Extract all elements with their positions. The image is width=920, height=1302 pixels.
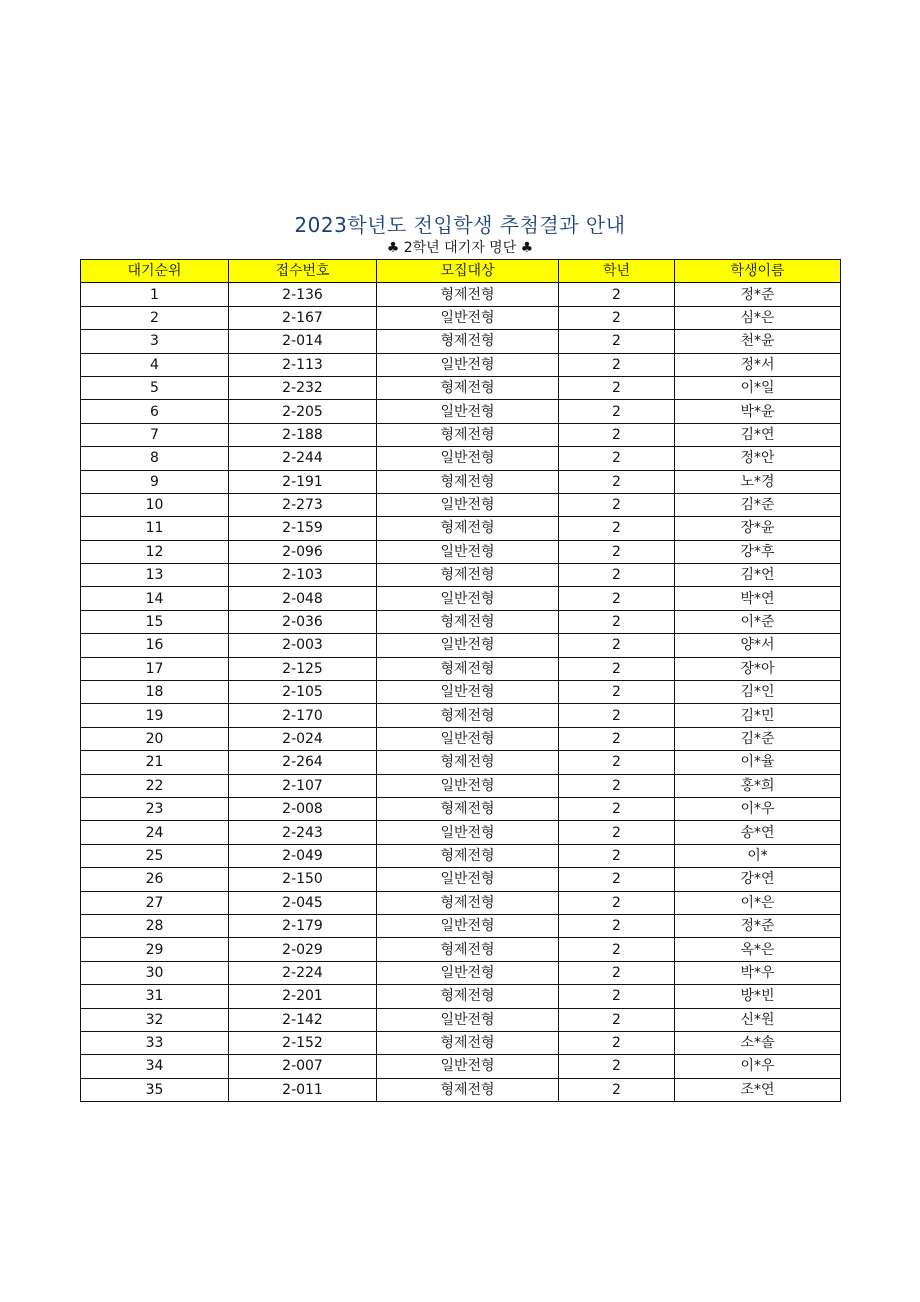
recruitment-type-cell: 일반전형	[377, 681, 559, 704]
rank-cell: 23	[81, 797, 229, 820]
grade-cell: 2	[559, 283, 675, 306]
application-number-cell: 2-170	[229, 704, 377, 727]
recruitment-type-cell: 일반전형	[377, 821, 559, 844]
recruitment-type-cell: 형제전형	[377, 283, 559, 306]
student-name-cell: 김*언	[675, 564, 841, 587]
rank-cell: 19	[81, 704, 229, 727]
grade-cell: 2	[559, 634, 675, 657]
grade-cell: 2	[559, 610, 675, 633]
recruitment-type-cell: 형제전형	[377, 1031, 559, 1054]
application-number-cell: 2-024	[229, 727, 377, 750]
recruitment-type-cell: 일반전형	[377, 587, 559, 610]
application-number-cell: 2-188	[229, 423, 377, 446]
recruitment-type-cell: 일반전형	[377, 1008, 559, 1031]
recruitment-type-cell: 일반전형	[377, 727, 559, 750]
recruitment-type-cell: 형제전형	[377, 1078, 559, 1101]
grade-cell: 2	[559, 330, 675, 353]
grade-cell: 2	[559, 1055, 675, 1078]
table-row	[81, 774, 841, 797]
student-name-cell: 박*연	[675, 587, 841, 610]
header-waitlist-rank: 대기순위	[81, 260, 229, 283]
student-name-cell: 송*연	[675, 821, 841, 844]
table-row	[81, 751, 841, 774]
header-application-number: 접수번호	[229, 260, 377, 283]
student-name-cell: 양*서	[675, 634, 841, 657]
rank-cell: 25	[81, 844, 229, 867]
application-number-cell: 2-205	[229, 400, 377, 423]
recruitment-type-cell: 형제전형	[377, 657, 559, 680]
table-row	[81, 914, 841, 937]
table-row	[81, 634, 841, 657]
recruitment-type-cell: 형제전형	[377, 564, 559, 587]
recruitment-type-cell: 일반전형	[377, 961, 559, 984]
application-number-cell: 2-244	[229, 447, 377, 470]
student-name-cell: 천*윤	[675, 330, 841, 353]
recruitment-type-cell: 일반전형	[377, 306, 559, 329]
rank-cell: 9	[81, 470, 229, 493]
student-name-cell: 김*준	[675, 727, 841, 750]
application-number-cell: 2-113	[229, 353, 377, 376]
grade-cell: 2	[559, 306, 675, 329]
grade-cell: 2	[559, 1031, 675, 1054]
student-name-cell: 김*인	[675, 681, 841, 704]
rank-cell: 3	[81, 330, 229, 353]
grade-cell: 2	[559, 938, 675, 961]
recruitment-type-cell: 형제전형	[377, 891, 559, 914]
grade-cell: 2	[559, 376, 675, 399]
table-row	[81, 727, 841, 750]
rank-cell: 34	[81, 1055, 229, 1078]
table-row	[81, 447, 841, 470]
table-row	[81, 681, 841, 704]
grade-cell: 2	[559, 1008, 675, 1031]
student-name-cell: 이*	[675, 844, 841, 867]
application-number-cell: 2-007	[229, 1055, 377, 1078]
grade-cell: 2	[559, 447, 675, 470]
rank-cell: 33	[81, 1031, 229, 1054]
application-number-cell: 2-049	[229, 844, 377, 867]
table-row	[81, 610, 841, 633]
table-row	[81, 283, 841, 306]
table-body	[81, 283, 841, 1102]
header-recruitment-type: 모집대상	[377, 260, 559, 283]
grade-cell: 2	[559, 868, 675, 891]
application-number-cell: 2-191	[229, 470, 377, 493]
student-name-cell: 장*윤	[675, 517, 841, 540]
table-row	[81, 868, 841, 891]
grade-cell: 2	[559, 704, 675, 727]
student-name-cell: 박*우	[675, 961, 841, 984]
rank-cell: 12	[81, 540, 229, 563]
recruitment-type-cell: 형제전형	[377, 470, 559, 493]
rank-cell: 17	[81, 657, 229, 680]
table-row	[81, 797, 841, 820]
recruitment-type-cell: 형제전형	[377, 610, 559, 633]
application-number-cell: 2-096	[229, 540, 377, 563]
rank-cell: 8	[81, 447, 229, 470]
grade-cell: 2	[559, 844, 675, 867]
rank-cell: 27	[81, 891, 229, 914]
student-name-cell: 소*솔	[675, 1031, 841, 1054]
rank-cell: 13	[81, 564, 229, 587]
table-row	[81, 1008, 841, 1031]
recruitment-type-cell: 형제전형	[377, 330, 559, 353]
student-name-cell: 정*서	[675, 353, 841, 376]
application-number-cell: 2-105	[229, 681, 377, 704]
table-row	[81, 376, 841, 399]
recruitment-type-cell: 일반전형	[377, 447, 559, 470]
grade-cell: 2	[559, 985, 675, 1008]
student-name-cell: 정*준	[675, 914, 841, 937]
rank-cell: 24	[81, 821, 229, 844]
table-row	[81, 423, 841, 446]
table-row	[81, 985, 841, 1008]
table-row	[81, 704, 841, 727]
student-name-cell: 홍*희	[675, 774, 841, 797]
student-name-cell: 이*우	[675, 797, 841, 820]
student-name-cell: 김*민	[675, 704, 841, 727]
rank-cell: 1	[81, 283, 229, 306]
rank-cell: 26	[81, 868, 229, 891]
grade-cell: 2	[559, 353, 675, 376]
student-name-cell: 이*은	[675, 891, 841, 914]
rank-cell: 31	[81, 985, 229, 1008]
grade-cell: 2	[559, 470, 675, 493]
student-name-cell: 정*준	[675, 283, 841, 306]
rank-cell: 15	[81, 610, 229, 633]
rank-cell: 28	[81, 914, 229, 937]
table-row	[81, 891, 841, 914]
rank-cell: 5	[81, 376, 229, 399]
student-name-cell: 신*원	[675, 1008, 841, 1031]
application-number-cell: 2-014	[229, 330, 377, 353]
grade-cell: 2	[559, 891, 675, 914]
recruitment-type-cell: 형제전형	[377, 985, 559, 1008]
grade-cell: 2	[559, 797, 675, 820]
student-name-cell: 심*은	[675, 306, 841, 329]
recruitment-type-cell: 형제전형	[377, 844, 559, 867]
rank-cell: 22	[81, 774, 229, 797]
grade-cell: 2	[559, 400, 675, 423]
application-number-cell: 2-103	[229, 564, 377, 587]
application-number-cell: 2-243	[229, 821, 377, 844]
student-name-cell: 장*아	[675, 657, 841, 680]
rank-cell: 14	[81, 587, 229, 610]
application-number-cell: 2-201	[229, 985, 377, 1008]
table-row	[81, 330, 841, 353]
grade-cell: 2	[559, 1078, 675, 1101]
rank-cell: 18	[81, 681, 229, 704]
recruitment-type-cell: 일반전형	[377, 493, 559, 516]
rank-cell: 7	[81, 423, 229, 446]
application-number-cell: 2-264	[229, 751, 377, 774]
application-number-cell: 2-159	[229, 517, 377, 540]
recruitment-type-cell: 형제전형	[377, 938, 559, 961]
table-row	[81, 938, 841, 961]
table-row	[81, 1031, 841, 1054]
grade-cell: 2	[559, 423, 675, 446]
recruitment-type-cell: 형제전형	[377, 517, 559, 540]
table-row	[81, 493, 841, 516]
recruitment-type-cell: 일반전형	[377, 774, 559, 797]
recruitment-type-cell: 일반전형	[377, 400, 559, 423]
application-number-cell: 2-136	[229, 283, 377, 306]
grade-cell: 2	[559, 657, 675, 680]
grade-cell: 2	[559, 751, 675, 774]
table-row	[81, 540, 841, 563]
application-number-cell: 2-224	[229, 961, 377, 984]
document-subtitle: ♣ 2학년 대기자 명단 ♣	[386, 240, 534, 256]
table-header-row	[81, 260, 841, 283]
recruitment-type-cell: 일반전형	[377, 1055, 559, 1078]
recruitment-type-cell: 형제전형	[377, 797, 559, 820]
application-number-cell: 2-011	[229, 1078, 377, 1101]
grade-cell: 2	[559, 681, 675, 704]
application-number-cell: 2-167	[229, 306, 377, 329]
grade-cell: 2	[559, 961, 675, 984]
rank-cell: 30	[81, 961, 229, 984]
header-student-name: 학생이름	[675, 260, 841, 283]
rank-cell: 32	[81, 1008, 229, 1031]
student-name-cell: 김*준	[675, 493, 841, 516]
rank-cell: 10	[81, 493, 229, 516]
document-title: 2023학년도 전입학생 추첨결과 안내	[294, 213, 626, 237]
application-number-cell: 2-029	[229, 938, 377, 961]
application-number-cell: 2-142	[229, 1008, 377, 1031]
student-name-cell: 박*윤	[675, 400, 841, 423]
student-name-cell: 이*우	[675, 1055, 841, 1078]
grade-cell: 2	[559, 493, 675, 516]
rank-cell: 21	[81, 751, 229, 774]
header-grade: 학년	[559, 260, 675, 283]
student-name-cell: 강*후	[675, 540, 841, 563]
application-number-cell: 2-045	[229, 891, 377, 914]
application-number-cell: 2-125	[229, 657, 377, 680]
application-number-cell: 2-048	[229, 587, 377, 610]
grade-cell: 2	[559, 821, 675, 844]
application-number-cell: 2-179	[229, 914, 377, 937]
student-name-cell: 김*연	[675, 423, 841, 446]
grade-cell: 2	[559, 774, 675, 797]
rank-cell: 29	[81, 938, 229, 961]
recruitment-type-cell: 형제전형	[377, 376, 559, 399]
application-number-cell: 2-152	[229, 1031, 377, 1054]
student-name-cell: 노*경	[675, 470, 841, 493]
student-name-cell: 조*연	[675, 1078, 841, 1101]
table-row	[81, 564, 841, 587]
recruitment-type-cell: 일반전형	[377, 540, 559, 563]
recruitment-type-cell: 일반전형	[377, 914, 559, 937]
grade-cell: 2	[559, 727, 675, 750]
grade-cell: 2	[559, 564, 675, 587]
student-name-cell: 강*연	[675, 868, 841, 891]
application-number-cell: 2-273	[229, 493, 377, 516]
recruitment-type-cell: 일반전형	[377, 634, 559, 657]
student-name-cell: 옥*은	[675, 938, 841, 961]
grade-cell: 2	[559, 517, 675, 540]
table-row	[81, 961, 841, 984]
table-row	[81, 844, 841, 867]
application-number-cell: 2-036	[229, 610, 377, 633]
application-number-cell: 2-232	[229, 376, 377, 399]
application-number-cell: 2-008	[229, 797, 377, 820]
application-number-cell: 2-003	[229, 634, 377, 657]
table-row	[81, 353, 841, 376]
recruitment-type-cell: 일반전형	[377, 868, 559, 891]
recruitment-type-cell: 일반전형	[377, 353, 559, 376]
grade-cell: 2	[559, 914, 675, 937]
grade-cell: 2	[559, 587, 675, 610]
rank-cell: 4	[81, 353, 229, 376]
rank-cell: 2	[81, 306, 229, 329]
student-name-cell: 이*준	[675, 610, 841, 633]
table-row	[81, 306, 841, 329]
table-row	[81, 657, 841, 680]
table-row	[81, 1055, 841, 1078]
student-name-cell: 정*안	[675, 447, 841, 470]
rank-cell: 35	[81, 1078, 229, 1101]
rank-cell: 11	[81, 517, 229, 540]
table-row	[81, 400, 841, 423]
table-row	[81, 1078, 841, 1101]
rank-cell: 16	[81, 634, 229, 657]
rank-cell: 6	[81, 400, 229, 423]
application-number-cell: 2-107	[229, 774, 377, 797]
table-row	[81, 517, 841, 540]
table-row	[81, 587, 841, 610]
student-name-cell: 방*빈	[675, 985, 841, 1008]
recruitment-type-cell: 형제전형	[377, 423, 559, 446]
table-row	[81, 470, 841, 493]
grade-cell: 2	[559, 540, 675, 563]
student-name-cell: 이*일	[675, 376, 841, 399]
table-row	[81, 821, 841, 844]
rank-cell: 20	[81, 727, 229, 750]
student-name-cell: 이*율	[675, 751, 841, 774]
recruitment-type-cell: 형제전형	[377, 751, 559, 774]
waitlist-table	[80, 259, 841, 1102]
recruitment-type-cell: 형제전형	[377, 704, 559, 727]
application-number-cell: 2-150	[229, 868, 377, 891]
